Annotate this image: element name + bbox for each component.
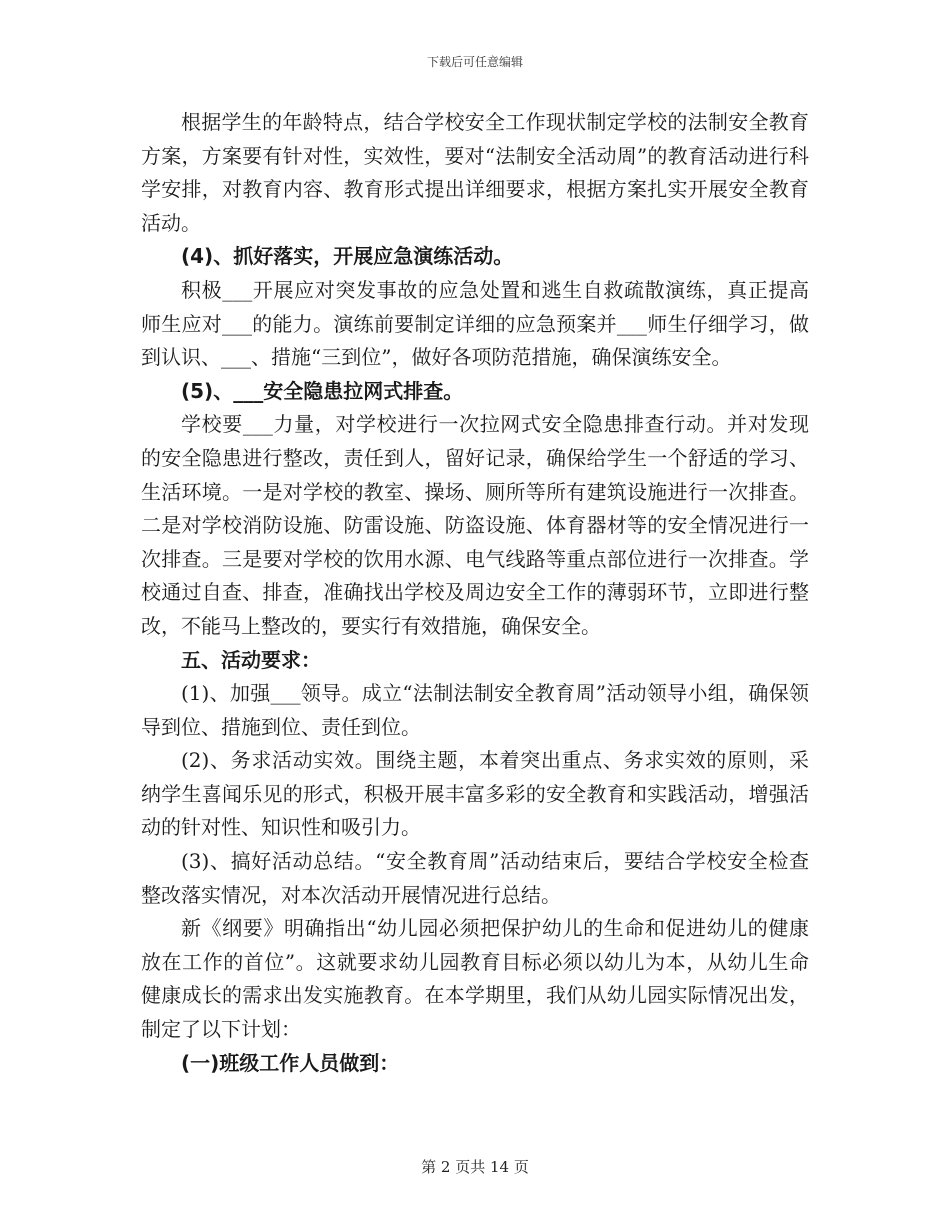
document-body [141,106,809,1080]
heading-drill: (4)、抓好落实，开展应急演练活动。 [181,244,514,269]
page-number: 第 2 页共 14 页 [421,1158,529,1176]
paragraph-requirement-3: (3)、搞好活动总结。“安全教育周”活动结束后，要结合学校安全检查整改落实情况，对本次活动开展情况进行总结。 [141,849,809,907]
heading-class-staff: (一)班级工作人员做到： [181,1050,400,1075]
paragraph-drill: 积极___开展应对突发事故的应急处置和逃生自救疏散演练，真正提高师生应对___的能力。演练前要制定详细的应急预案并___师生仔细学习，做到认识、___、措施“三到位”，做好各项防范措施，确保演练安全。 [141,277,809,370]
paragraph-kindergarten: 新《纲要》明确指出“幼儿园必须把保护幼儿的生命和促进幼儿的健康放在工作的首位”。这就要求幼儿园教育目标必须以幼儿为本，从幼儿生命健康成长的需求出发实施教育。在本学期里，我们从幼儿园实际情况出发，制定了以下计划： [141,916,809,1042]
page-header-note: 下载后可任意编辑 [426,55,523,69]
paragraph-requirement-2: (2)、务求活动实效。围绕主题，本着突出重点、务求实效的原则，采纳学生喜闻乐见的形式，积极开展丰富多彩的安全教育和实践活动，增强活动的针对性、知识性和吸引力。 [141,748,809,840]
paragraph-requirement-1: (1)、加强___领导。成立“法制法制安全教育周”活动领导小组，确保领导到位、措施到位、责任到位。 [141,681,809,739]
heading-requirements: 五、活动要求： [181,647,321,672]
paragraph-inspection: 学校要___力量，对学校进行一次拉网式安全隐患排查行动。并对发现的安全隐患进行整改，责任到人，留好记录，确保给学生一个舒适的学习、生活环境。一是对学校的教室、操场、厕所等所有建筑设施进行一次排查。二是对学校消防设施、防雷设施、防盗设施、体育器材等的安全情况进行一次排查。三是要对学校的饮用水源、电气线路等重点部位进行一次排查。学校通过自查、排查，准确找出学校及周边安全工作的薄弱环节，立即进行整改，不能马上整改的，要实行有效措施，确保安全。 [141,412,809,638]
heading-inspection: (5)、___安全隐患拉网式排查。 [181,378,464,403]
paragraph-plan: 根据学生的年龄特点，结合学校安全工作现状制定学校的法制安全教育方案，方案要有针对性，实效性，要对“法制安全活动周”的教育活动进行科学安排，对教育内容、教育形式提出详细要求，根据方案扎实开展安全教育活动。 [141,110,809,235]
